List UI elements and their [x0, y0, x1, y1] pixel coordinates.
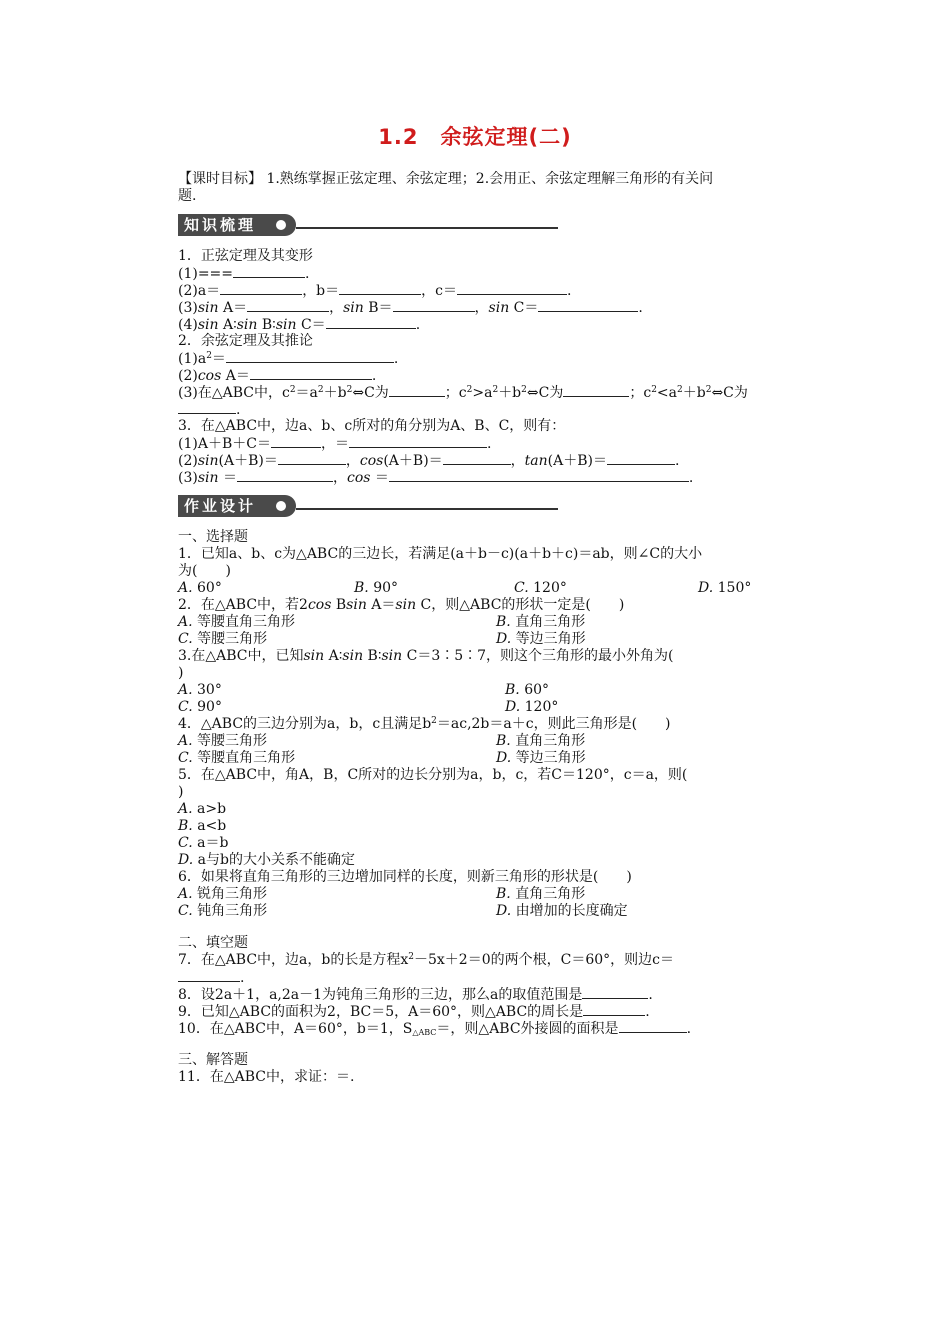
q4b: ＝ac,2b＝a＋c，则此三角形是( ): [436, 716, 671, 732]
k1-l3f: C＝: [509, 300, 539, 316]
option-text: 由增加的长度确定: [515, 903, 628, 919]
answer-blank: [178, 401, 236, 414]
k3-l2a: (2): [178, 453, 198, 469]
q6-option-a[interactable]: [178, 886, 267, 903]
answer-blank: [389, 384, 445, 397]
option-text: 锐角三角形: [197, 886, 268, 902]
option-text: 120°: [533, 580, 567, 596]
q2-option-d[interactable]: [496, 631, 586, 648]
q2-option-a[interactable]: [178, 614, 295, 631]
period: .: [371, 368, 377, 384]
q1-line-1: 1．已知a、b、c为△ABC的三边长，若满足(a＋b－c)(a＋b＋c)＝ab，则∠C的大小: [178, 546, 703, 562]
k2-line-2: [178, 367, 376, 385]
k3-l3b: ＝: [218, 470, 237, 486]
option-letter: A.: [178, 801, 193, 817]
option-text: 等边三角形: [515, 631, 586, 647]
banner-rule: [296, 227, 558, 229]
answer-blank: [233, 265, 305, 278]
k1-l4c: B∶: [257, 317, 276, 333]
sin-label: sin: [236, 317, 258, 333]
option-text: 等腰直角三角形: [197, 614, 296, 630]
q4-stem: [178, 716, 671, 733]
answer-blank: [250, 367, 372, 380]
answer-blank: [226, 350, 394, 363]
option-text: a<b: [197, 818, 227, 834]
q5-option-d[interactable]: [178, 852, 355, 869]
option-text: 等腰直角三角形: [197, 750, 296, 766]
k2-l3c: ＋b: [323, 385, 347, 401]
q10-stem: [178, 1020, 691, 1038]
k1-l2a: (2)a＝: [178, 283, 221, 299]
k2-l3h: ⇔C为: [526, 385, 564, 401]
k1-l4d: C＝: [296, 317, 326, 333]
option-letter: A.: [178, 886, 193, 902]
period: .: [674, 453, 680, 469]
k1-l4a: (4): [178, 317, 198, 333]
k1-l3d: B＝: [363, 300, 393, 316]
answer-blank: [538, 299, 638, 312]
period: .: [236, 402, 241, 418]
k3-l3d: ＝: [370, 470, 389, 486]
q3a: 3.在△ABC中，已知: [178, 648, 304, 664]
k3-line-3: [178, 469, 693, 487]
superscript-2: 2: [346, 385, 353, 395]
q4-option-d[interactable]: [496, 750, 586, 767]
q7-stem-cont: [178, 969, 244, 987]
q1-option-a[interactable]: [178, 580, 222, 597]
superscript-2: 2: [677, 385, 683, 395]
q9-stem: [178, 1003, 650, 1021]
option-text: 直角三角形: [515, 733, 586, 749]
q8-stem: [178, 986, 653, 1004]
k1-l3e: ，: [474, 300, 489, 316]
answer-blank: [339, 282, 421, 295]
option-letter: D.: [496, 903, 512, 919]
option-text: 30°: [197, 682, 222, 698]
answer-blank[interactable]: [582, 986, 648, 999]
sin-label: sin: [197, 470, 219, 486]
sin-label: sin: [303, 648, 325, 664]
superscript-2: 2: [521, 385, 527, 395]
q4-option-b[interactable]: [496, 733, 585, 750]
answer-blank: [457, 282, 567, 295]
page-title: 1.2 余弦定理(二): [378, 125, 572, 149]
period: .: [638, 300, 643, 316]
period: .: [645, 1004, 650, 1020]
answer-blank: [563, 384, 629, 397]
q1-option-d[interactable]: [698, 580, 751, 597]
option-letter: A.: [178, 733, 193, 749]
k3-l2d: (A＋B)＝: [383, 453, 443, 469]
k1-l2c: ，c＝: [421, 283, 457, 299]
option-letter: C.: [178, 835, 193, 851]
q4-option-a[interactable]: [178, 733, 267, 750]
k3-l2e: ，: [510, 453, 525, 469]
period: .: [305, 266, 310, 282]
k2-l1: (1)a: [178, 351, 207, 367]
k1-line-3: [178, 299, 643, 317]
q5-option-b[interactable]: [178, 818, 226, 835]
superscript-2: 2: [408, 952, 414, 962]
option-letter: B.: [505, 682, 520, 698]
period: .: [686, 1021, 692, 1037]
sin-label: sin: [197, 317, 219, 333]
k1-l1-text: (1)===: [178, 266, 234, 282]
q6-stem: 6．如果将直角三角形的三边增加同样的长度，则新三角形的形状是( ): [178, 869, 632, 885]
period: .: [567, 283, 572, 299]
q1-option-b[interactable]: [354, 580, 398, 597]
sin-label: sin: [197, 300, 219, 316]
q4a: 4．△ABC的三边分别为a，b，c且满足b: [178, 716, 432, 732]
k1-l3b: A＝: [218, 300, 248, 316]
option-text: 等边三角形: [515, 750, 586, 766]
answer-blank: [278, 452, 346, 465]
option-letter: D.: [496, 750, 512, 766]
answer-blank: [389, 469, 689, 482]
period: .: [648, 987, 653, 1003]
option-text: 直角三角形: [515, 614, 586, 630]
superscript-2: 2: [431, 716, 437, 726]
k1-heading: 1．正弦定理及其变形: [178, 248, 313, 264]
q3-stem-cont: ): [178, 665, 184, 681]
sin-label: sin: [346, 597, 367, 613]
banner-rule: [296, 508, 558, 510]
option-text: 150°: [717, 580, 752, 596]
area-subscript: △ABC: [412, 1028, 437, 1037]
q2c: A＝: [366, 597, 396, 613]
q9-text: 9．已知△ABC的面积为2，BC＝5，A＝60°，则△ABC的周长是: [178, 1004, 584, 1020]
sin-label: sin: [197, 453, 219, 469]
k2-line-3: [178, 384, 748, 402]
k1-l4b: A∶: [218, 317, 237, 333]
k2-l3e: ；c: [444, 385, 467, 401]
answer-blank[interactable]: [178, 969, 240, 982]
q3-stem: [178, 648, 674, 665]
objectives-label: 【课时目标】: [178, 171, 262, 187]
answer-blank[interactable]: [619, 1020, 687, 1033]
k2-l2a: (2): [178, 368, 198, 384]
option-text: a＝b: [197, 835, 229, 851]
k1-l2b: ，b＝: [302, 283, 340, 299]
cos-label: cos: [307, 597, 332, 613]
sin-label: sin: [275, 317, 297, 333]
period: .: [486, 436, 492, 452]
q3c: B∶: [363, 648, 382, 664]
k2-l3l: ⇔C为: [711, 385, 748, 401]
option-text: 120°: [524, 699, 559, 715]
option-text: 等腰三角形: [197, 733, 268, 749]
objectives-text: 1.熟练掌握正弦定理、余弦定理；2.会用正、余弦定理解三角形的有关问: [266, 171, 714, 187]
tan-label: tan: [524, 453, 548, 469]
q10b: ＝，则△ABC外接圆的面积是: [436, 1021, 619, 1037]
option-letter: C.: [178, 750, 193, 766]
option-text: 直角三角形: [515, 886, 586, 902]
k2-l3j: <a: [656, 385, 677, 401]
q3d: C＝3∶5∶7，则这个三角形的最小外角为(: [402, 648, 674, 664]
k2-l3a: (3)在△ABC中，c: [178, 385, 290, 401]
q2b: B: [331, 597, 347, 613]
banner-dot-icon: [276, 220, 286, 230]
option-text: 60°: [197, 580, 222, 596]
q6-option-c[interactable]: [178, 903, 267, 920]
cos-label: cos: [359, 453, 384, 469]
q1-line-2: 为( ): [178, 563, 231, 579]
answer-blank: [443, 452, 511, 465]
q11-stem: 11．在△ABC中，求证：＝.: [178, 1069, 355, 1085]
answer-blank: [247, 299, 329, 312]
sin-label: sin: [343, 300, 364, 316]
q6-option-b[interactable]: [496, 886, 585, 903]
option-letter: D.: [698, 580, 714, 596]
q3-option-c[interactable]: [178, 699, 222, 716]
q2d: C，则△ABC的形状一定是( ): [416, 597, 625, 613]
superscript-2: 2: [289, 385, 296, 395]
option-letter: C.: [514, 580, 529, 596]
homework-section-label: 作业设计: [178, 495, 296, 517]
q5-option-a[interactable]: [178, 801, 226, 818]
k2-l3d: ⇔C为: [352, 385, 389, 401]
answer-blank: [237, 469, 333, 482]
section-choice-heading: 一、选择题: [178, 529, 248, 545]
k3-line-2: [178, 452, 679, 470]
k1-l3a: (3): [178, 300, 198, 316]
k2-line-3-cont: [178, 401, 240, 419]
option-text: a>b: [197, 801, 227, 817]
k3-l1b: ，＝: [320, 436, 349, 452]
sin-label: sin: [381, 648, 403, 664]
q5-stem-cont: ): [178, 784, 184, 800]
k3-l3a: (3): [178, 470, 198, 486]
q2-option-c[interactable]: [178, 631, 267, 648]
option-letter: B.: [496, 614, 511, 630]
answer-blank: [349, 435, 487, 448]
option-letter: A.: [178, 682, 193, 698]
k3-l2f: (A＋B)＝: [547, 453, 607, 469]
k3-l2c: ，: [345, 453, 360, 469]
q2-stem: [178, 597, 624, 614]
option-letter: B.: [178, 818, 193, 834]
superscript-2: 2: [492, 385, 499, 395]
q3-option-a[interactable]: [178, 682, 222, 699]
k3-heading: 3．在△ABC中，边a、b、c所对的角分别为A、B、C，则有：: [178, 418, 566, 434]
k2-l2b: A＝: [221, 368, 250, 384]
q10a: 10．在△ABC中，A＝60°，b＝1，S: [178, 1021, 413, 1037]
q7b: －5x＋2＝0的两个根，C＝60°，则边c＝: [413, 952, 674, 968]
q4-option-c[interactable]: [178, 750, 295, 767]
objectives-line-2: 题.: [178, 188, 197, 204]
option-letter: D.: [505, 699, 521, 715]
answer-blank: [220, 282, 302, 295]
k1-line-1: [178, 265, 309, 283]
k2-l3i: ；c: [629, 385, 652, 401]
k2-l3b: ＝a: [295, 385, 318, 401]
option-text: a与b的大小关系不能确定: [197, 852, 355, 868]
period: .: [240, 970, 245, 986]
option-text: 等腰三角形: [197, 631, 268, 647]
q3-option-b[interactable]: [505, 682, 549, 699]
option-letter: C.: [178, 903, 193, 919]
q3-option-d[interactable]: [505, 699, 558, 716]
q2-option-b[interactable]: [496, 614, 585, 631]
option-letter: D.: [178, 852, 194, 868]
sin-label: sin: [395, 597, 417, 613]
k1-line-4: [178, 316, 420, 334]
answer-blank: [607, 452, 675, 465]
q7-stem: [178, 952, 674, 969]
k3-line-1: [178, 435, 491, 453]
superscript-2: 2: [317, 385, 324, 395]
option-letter: B.: [354, 580, 369, 596]
q5-option-c[interactable]: [178, 835, 228, 852]
k2-l1b: ＝: [211, 351, 226, 367]
superscript-2: 2: [206, 351, 212, 361]
cos-label: cos: [197, 368, 222, 384]
option-letter: D.: [496, 631, 512, 647]
superscript-2: 2: [466, 385, 473, 395]
option-letter: A.: [178, 580, 193, 596]
k3-l1a: (1)A＋B＋C＝: [178, 436, 271, 452]
k1-line-2: [178, 282, 571, 300]
q7a: 7．在△ABC中，边a，b的长是方程x: [178, 952, 409, 968]
period: .: [393, 351, 399, 367]
sin-label: sin: [342, 648, 364, 664]
section-answer-heading: 三、解答题: [178, 1052, 248, 1068]
period: .: [415, 317, 421, 333]
k2-l3f: >a: [472, 385, 493, 401]
cos-label: cos: [346, 470, 371, 486]
q1-option-c[interactable]: [514, 580, 567, 597]
option-letter: B.: [496, 886, 511, 902]
objectives-line-1: [178, 171, 713, 188]
q2a: 2．在△ABC中，若2: [178, 597, 308, 613]
option-text: 钝角三角形: [197, 903, 268, 919]
superscript-2: 2: [705, 385, 712, 395]
answer-blank[interactable]: [583, 1003, 645, 1016]
option-text: 90°: [373, 580, 399, 596]
k2-l3g: ＋b: [498, 385, 522, 401]
option-letter: C.: [178, 631, 193, 647]
answer-blank: [393, 299, 475, 312]
k3-l2b: (A＋B)＝: [218, 453, 278, 469]
option-letter: C.: [178, 699, 193, 715]
section-fill-heading: 二、填空题: [178, 935, 248, 951]
k2-heading: 2．余弦定理及其推论: [178, 333, 313, 349]
option-text: 90°: [197, 699, 222, 715]
k2-l3k: ＋b: [682, 385, 706, 401]
answer-blank: [326, 316, 416, 329]
banner-dot-icon: [276, 501, 286, 511]
q6-option-d[interactable]: [496, 903, 628, 920]
q3b: A∶: [324, 648, 343, 664]
period: .: [688, 470, 694, 486]
knowledge-section-label: 知识梳理: [178, 214, 296, 236]
option-text: 60°: [524, 682, 550, 698]
q5-stem: 5．在△ABC中，角A，B，C所对的边长分别为a，b，c，若C＝120°，c＝a，则(: [178, 767, 688, 783]
option-letter: B.: [496, 733, 511, 749]
answer-blank: [271, 435, 321, 448]
k2-line-1: [178, 350, 398, 368]
q8-text: 8．设2a＋1，a,2a－1为钝角三角形的三边，那么a的取值范围是: [178, 987, 583, 1003]
k3-l3c: ，: [332, 470, 347, 486]
option-letter: A.: [178, 614, 193, 630]
superscript-2: 2: [651, 385, 657, 395]
sin-label: sin: [488, 300, 510, 316]
k1-l3c: ，: [329, 300, 344, 316]
